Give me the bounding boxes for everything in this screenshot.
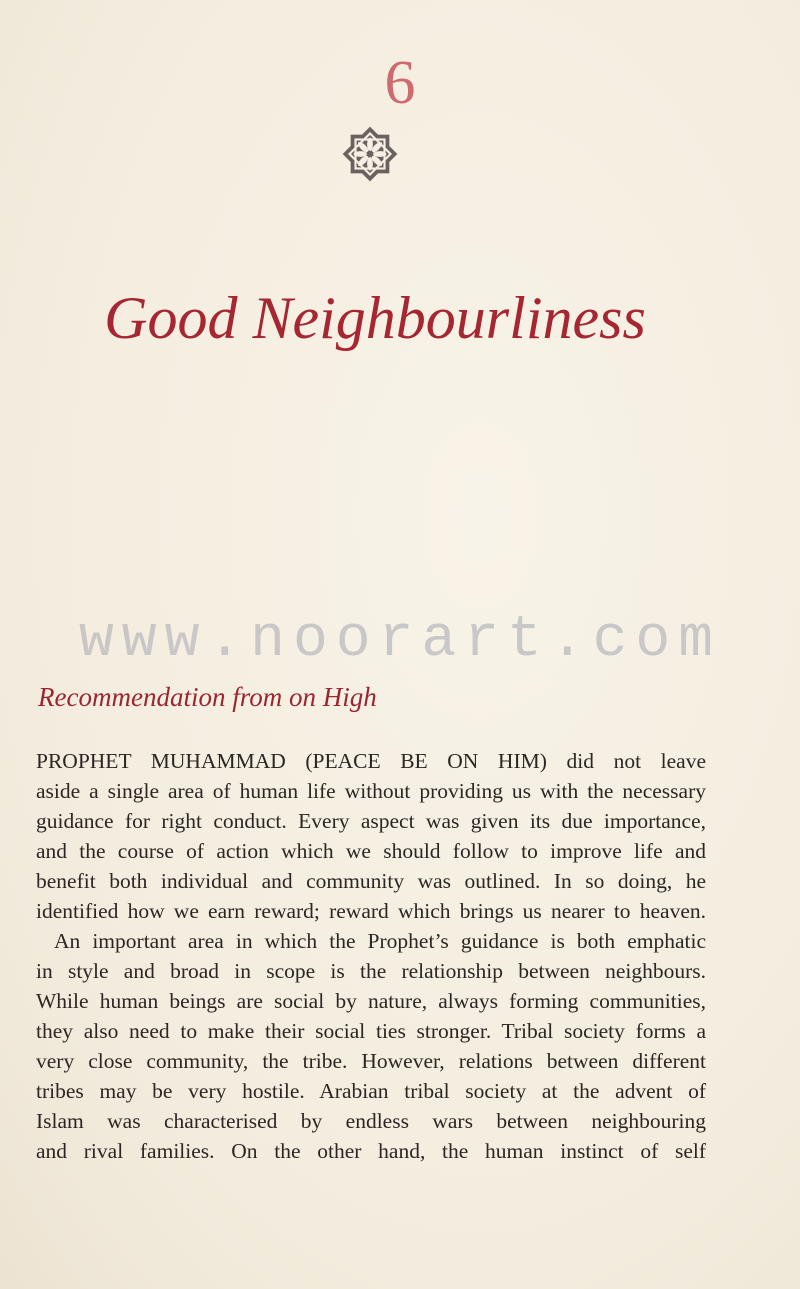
section-heading: Recommendation from on High bbox=[38, 682, 377, 712]
text-line: very close community, the tribe. However, relations between different bbox=[36, 1049, 706, 1073]
text-line: guidance for right conduct. Every aspect was given its due importance, bbox=[36, 809, 706, 833]
text-line: identified how we earn reward; reward which brings us nearer to heaven. bbox=[36, 899, 706, 923]
chapter-title: Good Neighbourliness bbox=[104, 285, 646, 351]
chapter-number: 6 bbox=[384, 49, 416, 117]
text-line: and the course of action which we should follow to improve life and bbox=[36, 839, 706, 863]
watermark: www.noorart.com bbox=[78, 608, 722, 673]
text-line: While human beings are social by nature, always forming communities, bbox=[36, 989, 706, 1013]
text-line: An important area in which the Prophet’s guidance is both emphatic bbox=[54, 929, 706, 953]
text-line: PROPHET MUHAMMAD (PEACE BE ON HIM) did not leave bbox=[36, 749, 706, 773]
text-line: benefit both individual and community was outlined. In so doing, he bbox=[36, 869, 706, 893]
body-text bbox=[36, 746, 706, 1166]
text-line: they also need to make their social ties stronger. Tribal society forms a bbox=[36, 1019, 706, 1043]
text-line: aside a single area of human life without providing us with the necessary bbox=[36, 779, 706, 803]
text-line: Islam was characterised by endless wars between neighbouring bbox=[36, 1109, 706, 1133]
text-line: tribes may be very hostile. Arabian tribal society at the advent of bbox=[36, 1079, 706, 1103]
text-line: in style and broad in scope is the relationship between neighbours. bbox=[36, 959, 706, 983]
star-ornament-icon bbox=[341, 125, 399, 183]
text-line: and rival families. On the other hand, the human instinct of self bbox=[36, 1139, 706, 1163]
